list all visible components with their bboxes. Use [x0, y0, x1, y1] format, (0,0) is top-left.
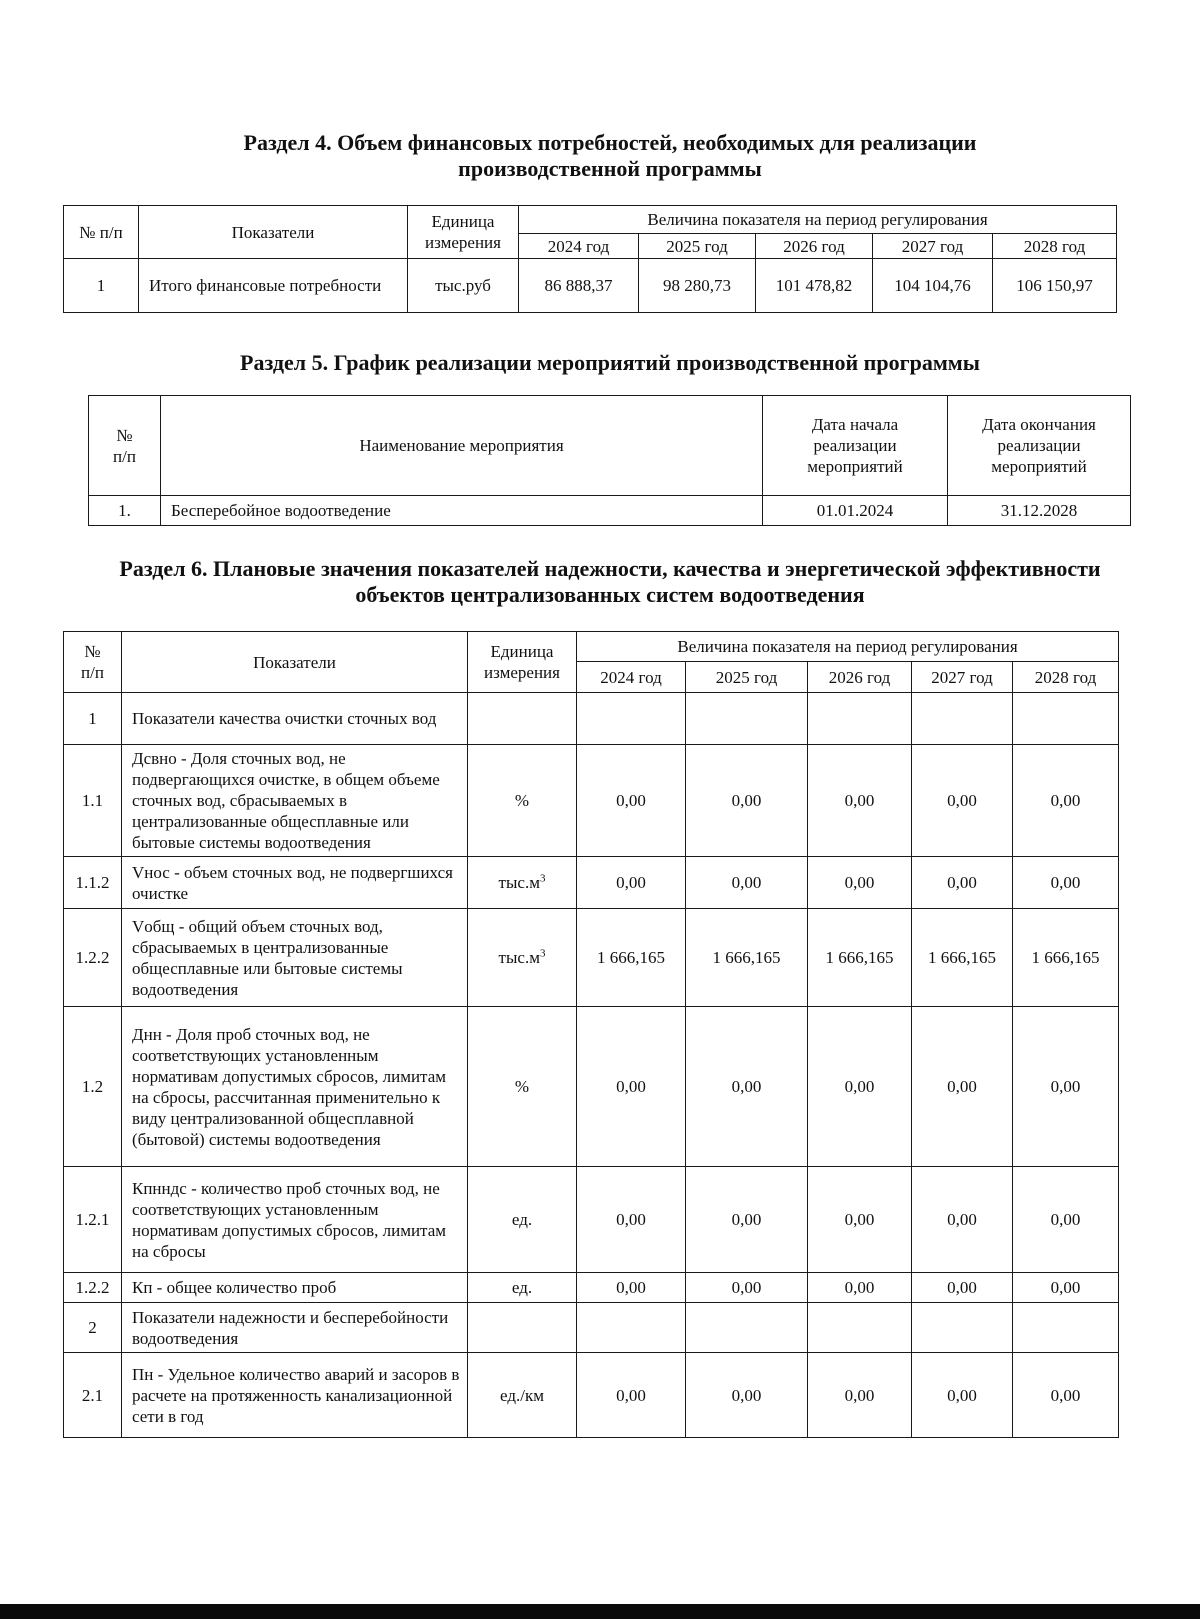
row-indicator: Кп - общее количество проб	[122, 1273, 468, 1303]
header-year: 2028 год	[993, 234, 1117, 259]
scan-edge-strip	[0, 1604, 1200, 1619]
row-value: 101 478,82	[756, 259, 873, 313]
row-value: 0,00	[1013, 1167, 1119, 1273]
row-unit-text: тыс.м	[498, 873, 540, 892]
header-num: № п/п	[64, 206, 139, 259]
row-num: 1	[64, 693, 122, 745]
row-num: 1	[64, 259, 139, 313]
row-value: 106 150,97	[993, 259, 1117, 313]
row-start-date: 01.01.2024	[763, 496, 948, 526]
section-4-title-line1: Раздел 4. Объем финансовых потребностей, необходимых для реализации	[243, 130, 977, 155]
row-value: 1 666,165	[577, 909, 686, 1007]
row-num: 1.2.2	[64, 1273, 122, 1303]
indicators-table	[63, 631, 1119, 1438]
row-unit	[468, 909, 577, 1007]
row-unit	[468, 1303, 577, 1353]
row-num: 2	[64, 1303, 122, 1353]
row-value: 0,00	[577, 745, 686, 857]
row-end-date: 31.12.2028	[948, 496, 1131, 526]
header-year: 2025 год	[686, 662, 808, 693]
row-value: 0,00	[686, 1353, 808, 1438]
section-4-title-line2: производственной программы	[458, 156, 762, 181]
header-year: 2025 год	[639, 234, 756, 259]
row-value: 0,00	[686, 857, 808, 909]
row-unit-text: ед.	[511, 1210, 533, 1229]
table-row	[64, 1167, 1119, 1273]
row-value: 0,00	[1013, 1353, 1119, 1438]
table-row	[64, 1273, 1119, 1303]
header-indicator: Показатели	[139, 206, 408, 259]
row-unit-text: тыс.м	[498, 948, 540, 967]
row-indicator: Днн - Доля проб сточных вод, не соответствующих установленным нормативам допустимых сбросов, лимитам на сбросы, рассчитанная применительно к виду централизованной общесплавной (бытовой) системы водоотведения	[122, 1007, 468, 1167]
table-row	[64, 1007, 1119, 1167]
section-5-title: Раздел 5. График реализации мероприятий производственной программы	[240, 350, 980, 375]
row-value: 0,00	[686, 745, 808, 857]
row-num: 1.2.1	[64, 1167, 122, 1273]
row-indicator: Vобщ - общий объем сточных вод, сбрасываемых в централизованные общесплавные или бытовые системы водоотведения	[122, 909, 468, 1007]
row-num: 1.	[89, 496, 161, 526]
row-value	[912, 1303, 1013, 1353]
row-unit	[468, 1007, 577, 1167]
row-unit-text: ед./км	[500, 1385, 544, 1405]
header-year: 2024 год	[519, 234, 639, 259]
header-year: 2027 год	[873, 234, 993, 259]
row-value	[912, 693, 1013, 745]
row-num: 1.2	[64, 1007, 122, 1167]
row-indicator: Кпнндс - количество проб сточных вод, не соответствующих установленным нормативам допустимых сбросов, лимитам на сбросы	[122, 1167, 468, 1273]
row-value: 0,00	[1013, 857, 1119, 909]
row-num: 2.1	[64, 1353, 122, 1438]
row-value: 0,00	[912, 1007, 1013, 1167]
row-value	[1013, 693, 1119, 745]
financial-needs-table	[63, 205, 1117, 313]
table-row	[64, 1303, 1119, 1353]
header-num-line1: №	[116, 425, 133, 445]
header-end-date: Дата окончания реализации мероприятий	[948, 396, 1131, 496]
row-unit	[468, 1167, 577, 1273]
row-value: 0,00	[912, 1353, 1013, 1438]
row-value: 1 666,165	[808, 909, 912, 1007]
row-indicator: Vнос - объем сточных вод, не подвергшихся очистке	[122, 857, 468, 909]
header-unit-line2: измерения	[484, 663, 560, 682]
row-value: 1 666,165	[686, 909, 808, 1007]
table-row	[64, 857, 1119, 909]
header-year: 2027 год	[912, 662, 1013, 693]
row-value	[577, 693, 686, 745]
row-unit	[468, 745, 577, 857]
row-value	[808, 1303, 912, 1353]
row-value	[808, 693, 912, 745]
row-unit	[468, 1273, 577, 1303]
row-value: 0,00	[808, 1007, 912, 1167]
header-indicator: Показатели	[122, 632, 468, 693]
row-unit	[468, 857, 577, 909]
row-value: 0,00	[686, 1167, 808, 1273]
row-unit	[468, 1353, 577, 1438]
row-value	[686, 1303, 808, 1353]
row-value: 0,00	[808, 1167, 912, 1273]
row-indicator: Итого финансовые потребности	[139, 259, 408, 313]
header-year: 2026 год	[756, 234, 873, 259]
row-indicator: Показатели надежности и бесперебойности водоотведения	[122, 1303, 468, 1353]
header-num-line2: п/п	[113, 446, 136, 466]
row-num: 1.1	[64, 745, 122, 857]
row-num: 1.2.2	[64, 909, 122, 1007]
row-value	[1013, 1303, 1119, 1353]
header-unit	[408, 206, 519, 259]
row-value: 98 280,73	[639, 259, 756, 313]
row-name: Бесперебойное водоотведение	[161, 496, 763, 526]
header-num-line2: п/п	[81, 663, 104, 682]
row-indicator: Показатели качества очистки сточных вод	[122, 693, 468, 745]
row-value: 0,00	[1013, 745, 1119, 857]
row-value: 0,00	[577, 1167, 686, 1273]
header-num	[89, 396, 161, 496]
row-value: 1 666,165	[912, 909, 1013, 1007]
header-year: 2026 год	[808, 662, 912, 693]
header-unit-line2: измерения	[425, 233, 501, 252]
header-unit-line1: Единица	[431, 212, 495, 231]
header-name: Наименование мероприятия	[161, 396, 763, 496]
row-value: 0,00	[1013, 1273, 1119, 1303]
header-period: Величина показателя на период регулирования	[519, 206, 1117, 234]
row-value: 0,00	[808, 745, 912, 857]
header-unit	[468, 632, 577, 693]
table-row	[64, 1353, 1119, 1438]
section-4-title	[10, 130, 1200, 182]
section-6-title-line2: объектов централизованных систем водоотведения	[355, 582, 865, 607]
row-num: 1.1.2	[64, 857, 122, 909]
header-num-line1: №	[84, 642, 101, 661]
row-indicator: Пн - Удельное количество аварий и засоров в расчете на протяженность канализационной сети в год	[122, 1353, 468, 1438]
row-unit: тыс.руб	[408, 259, 519, 313]
header-num	[64, 632, 122, 693]
row-unit-superscript: 3	[539, 947, 546, 960]
row-unit-superscript: 3	[539, 872, 546, 885]
header-unit-line1: Единица	[490, 642, 554, 661]
row-value	[577, 1303, 686, 1353]
row-value: 0,00	[912, 745, 1013, 857]
row-unit	[468, 693, 577, 745]
table-row	[64, 259, 1117, 313]
table-row	[64, 909, 1119, 1007]
header-start-date: Дата начала реализации мероприятий	[763, 396, 948, 496]
row-unit-text: ед.	[511, 1278, 533, 1297]
table-row	[64, 745, 1119, 857]
row-value: 0,00	[686, 1007, 808, 1167]
row-value: 0,00	[912, 857, 1013, 909]
row-value: 0,00	[912, 1273, 1013, 1303]
row-value: 0,00	[577, 1007, 686, 1167]
row-unit-text: %	[514, 791, 530, 810]
schedule-table	[88, 395, 1131, 526]
row-value: 0,00	[808, 857, 912, 909]
section-6-title-line1: Раздел 6. Плановые значения показателей надежности, качества и энергетической эффективности	[119, 556, 1101, 581]
row-value: 0,00	[1013, 1007, 1119, 1167]
header-period: Величина показателя на период регулирования	[577, 632, 1119, 662]
table-row	[89, 496, 1131, 526]
row-value: 104 104,76	[873, 259, 993, 313]
row-value: 0,00	[577, 1273, 686, 1303]
row-indicator: Дсвно - Доля сточных вод, не подвергающихся очистке, в общем объеме сточных вод, сбрасываемых в централизованные общесплавные или бытовые системы водоотведения	[122, 745, 468, 857]
row-value: 0,00	[577, 857, 686, 909]
section-6-title	[10, 556, 1200, 608]
row-value: 0,00	[686, 1273, 808, 1303]
row-value: 0,00	[912, 1167, 1013, 1273]
header-year: 2024 год	[577, 662, 686, 693]
row-unit-text: %	[514, 1077, 530, 1096]
row-value	[686, 693, 808, 745]
row-value: 0,00	[808, 1273, 912, 1303]
row-value: 0,00	[577, 1353, 686, 1438]
header-year: 2028 год	[1013, 662, 1119, 693]
row-value: 1 666,165	[1013, 909, 1119, 1007]
table-row	[64, 693, 1119, 745]
row-value: 86 888,37	[519, 259, 639, 313]
row-value: 0,00	[808, 1353, 912, 1438]
